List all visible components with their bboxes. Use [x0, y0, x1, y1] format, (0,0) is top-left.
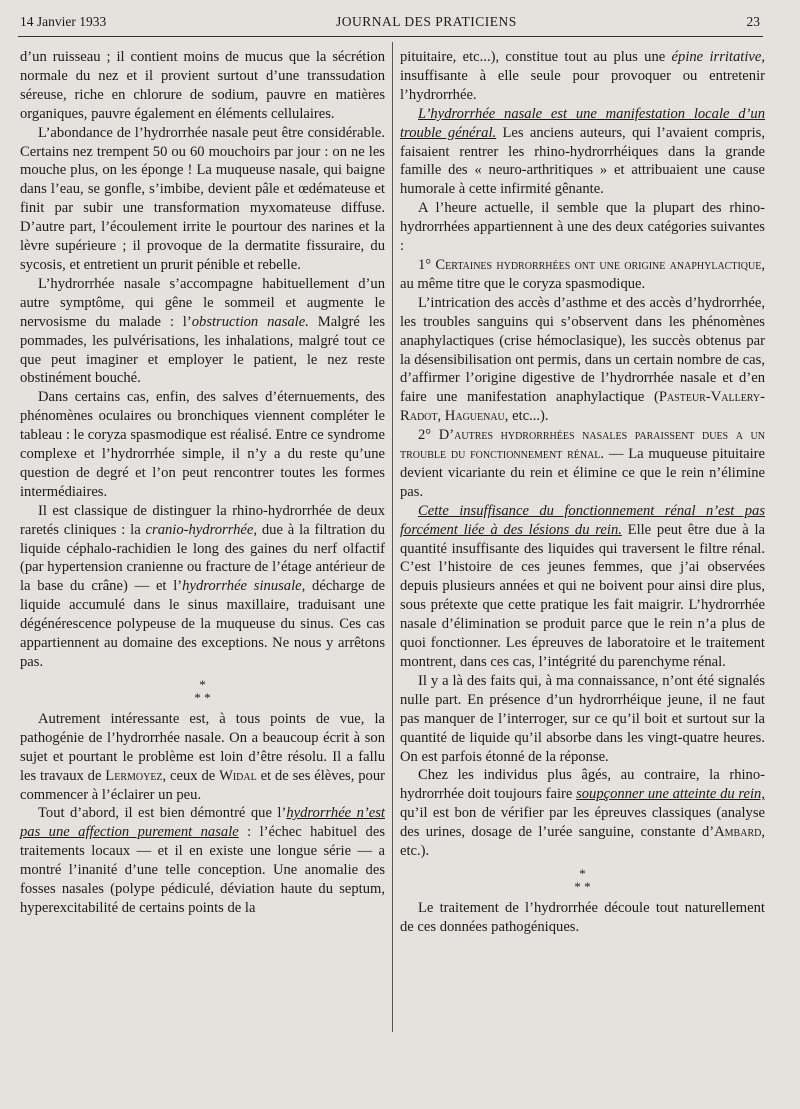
text-run: Les anciens auteurs, qui l’avaient compris, faisaient rentrer les rhino-hydrorrhéiques dans la grande famille des « neuro-arthritiques » et attribuaient une cause humorale à cette infirmité gênante.: [400, 124, 765, 198]
italic-run: hydrorrhée n’est pas une affection purement nasale: [20, 805, 385, 841]
paragraph: [20, 804, 385, 917]
section-separator: [20, 678, 385, 704]
author-name: Widal: [219, 767, 257, 784]
page-number: 23: [746, 14, 760, 29]
paragraph: [400, 766, 765, 861]
text-run: Malgré les pommades, les pulvérisations, les inhalations, malgré tout ce que peut imaginer et employer le patient, le nez reste obstinément bouché.: [20, 313, 385, 387]
text-run: Tout d’abord, il est bien démontré que l’: [38, 805, 287, 822]
text-run: Autrement intéressante est, à tous points de vue, la pathogénie de l’hydrorrhée nasale. On a beaucoup écrit à son sujet et pourtant le problème est loin d’être résolu. Il a fallu les travaux de: [20, 710, 385, 784]
text-run: — La muqueuse pituitaire devient vicariante du rein et élimine ce que le rein n’élimine pas.: [400, 446, 765, 500]
paragraph: [400, 105, 765, 200]
paragraph: A l’heure actuelle, il semble que la plupart des rhino-hydrorrhées appartiennent à une des deux catégories suivantes :: [400, 200, 765, 255]
italic-run: hydrorrhée sinusale,: [182, 578, 306, 595]
section-separator: [400, 867, 765, 893]
italic-run: obstruction nasale.: [191, 313, 309, 330]
text-run: L’hydrorrhée nasale s’accompagne habituellement d’un autre symptôme, qui gêne le sommeil et augmente le nervosisme du malade : l’: [20, 275, 385, 330]
paragraph: Dans certains cas, enfin, des salves d’éternuements, des phénomènes oculaires ou bronchiques viennent compléter le tableau : le coryza spasmodique est réalisé. Entre ce syndrome complexe et l’hydrorrhée simple, il n’y a du reste qu’une question de degré et l’on peut rencontrer toutes les formes intermédiaires.: [20, 389, 385, 500]
paragraph: [20, 710, 385, 805]
paragraph: [400, 294, 765, 426]
text-run: qu’il est bon de vérifier par les épreuves classiques (analyse des urines, dosage de l’urée sanguine, constante d’: [400, 805, 765, 841]
author-name: Lermoyez: [105, 767, 163, 784]
left-column: [20, 48, 385, 918]
italic-run: cranio-hydrorrhée,: [145, 521, 258, 538]
text-run: au même titre que le coryza spasmodique.: [400, 275, 646, 292]
italic-run: soupçonner une atteinte du rein,: [576, 786, 765, 803]
text-run: , etc...).: [504, 408, 549, 425]
text-run: Chez les individus plus âgés, au contraire, la rhino-hydrorrhée doit toujours faire: [400, 767, 765, 803]
text-run: insuffisante à elle seule pour provoquer ou entretenir l’hydrorrhée.: [400, 67, 765, 103]
paragraph: d’un ruisseau ; il contient moins de mucus que la sécrétion normale du nez et il provient surtout d’une transsudation séreuse, riche en chlorure de sodium, pauvre en matières organiques, pauvre également en éléments cellulaires.: [20, 49, 385, 122]
author-name: Pasteur-Vallery-Radot, Haguenau: [400, 389, 765, 425]
column-divider: [392, 42, 393, 1032]
text-run: , etc.).: [400, 824, 765, 860]
text-run: et de ses élèves, pour commencer à l’éclairer un peu.: [20, 767, 385, 803]
star-top: *: [199, 676, 206, 692]
issue-date: 14 Janvier 1933: [20, 14, 107, 29]
journal-title: JOURNAL DES PRATICIENS: [335, 14, 517, 29]
text-run: Il est classique de distinguer la rhino-hydrorrhée de deux raretés cliniques : la: [20, 502, 385, 538]
star-top: *: [579, 865, 586, 881]
text-run: : l’échec habituel des traitements locaux — et il en existe une longue série — a montré l’inanité d’une telle conception. Une anomalie des fosses nasales (polype pédiculé, déviation haute du septum, hyperexcitabilité de certains points de la: [20, 824, 386, 916]
author-name: Ambard: [714, 824, 762, 841]
stars-bottom: * *: [194, 689, 211, 705]
italic-run: épine irritative,: [671, 49, 765, 65]
text-run: Elle peut être due à la quantité insuffisante des liquides qui traversent le filtre rénal. C’est l’histoire de ces jeunes femmes, que j’ai observées depuis plusieurs années et qui ne boivent pour ainsi dire plus, sous prétexte que cette pratique les fait maigrir. L’hydrorrhée nasale d’élimination se produit parce que le rein n’a plus de quoi fonctionner. Les épreuves de laboratoire et le traitement montrent, dans ces cas, l’intégrité du parenchyme rénal.: [400, 521, 766, 670]
italic-run: Cette insuffisance du fonctionnement rénal n’est pas forcément liée à des lésions du rein.: [400, 502, 765, 538]
paragraph: [400, 256, 765, 294]
text-run: pituitaire, etc...), constitue tout au plus une: [400, 49, 672, 65]
paragraph: Il y a là des faits qui, à ma connaissance, n’ont été signalés nulle part. En présence d’un hydrorrhéique jeune, il ne faut pas manquer de l’interroger, sur ce qu’il boit et surtout sur la quantité de liquide qu’il absorbe dans les vingt-quatre heures. On est parfois étonné de la réponse.: [400, 672, 765, 765]
stars-bottom: * *: [574, 878, 591, 894]
header-rule: [18, 36, 763, 37]
paragraph: [20, 502, 385, 672]
paragraph: Le traitement de l’hydrorrhée découle tout naturellement de ces données pathogéniques.: [400, 899, 765, 935]
text-run: L’intrication des accès d’asthme et des accès d’hydrorrhée, les troubles sanguins qui s’observent dans les phénomènes anaphylactiques (crise hémoclasique), les succès obtenus par la désensibilisation ont permis, dans un certain nombre de cas, d’affirmer l’origine digestive de l’hydrorrhée nasale et d’en faire une manifestation anaphylactique (: [400, 294, 765, 406]
category-heading: 1° Certaines hydrorrhées ont une origine anaphylactique,: [418, 256, 765, 273]
text-run: décharge de liquide accumulé dans le sinus maxillaire, traduisant une dégénérescence polypeuse de la muqueuse du sinus. Ces cas appartiennent au domaine des exceptions. Ne nous y arrêtons pas.: [20, 578, 385, 670]
running-header: [20, 14, 760, 30]
italic-run: L’hydrorrhée nasale est une manifestation locale d’un trouble général.: [400, 105, 765, 141]
paragraph: [400, 48, 765, 105]
paragraph: [20, 275, 385, 388]
text-run: , ceux de: [162, 767, 220, 784]
text-run: due à la filtration du liquide céphalo-rachidien le long des gaines du nerf olfactif (par hypertension cranienne ou fracture de l’étage antérieur de la base du crâne) — et l’: [20, 521, 385, 595]
category-heading: 2° D’autres hydrorrhées nasales paraissent dues a un trouble du fonctionnement rénal.: [400, 427, 765, 463]
paragraph: L’abondance de l’hydrorrhée nasale peut être considérable. Certains nez trempent 50 ou 60 mouchoirs par jour : on ne les mouche plus, on les éponge ! La muqueuse nasale, qui baigne dans l’eau, se gonfle, s’imbibe, devient pâle et œdémateuse et finit par subir une transformation myxomateuse diffuse. D’autre part, l’écoulement irrite le pourtour des narines et la lèvre supérieure ; il provoque de la dermatite fissuraire, du sycosis, et entretient un prurit pénible et rebelle.: [20, 124, 385, 273]
paragraph: [400, 426, 765, 502]
right-column: [400, 48, 765, 937]
paragraph: [400, 502, 765, 672]
